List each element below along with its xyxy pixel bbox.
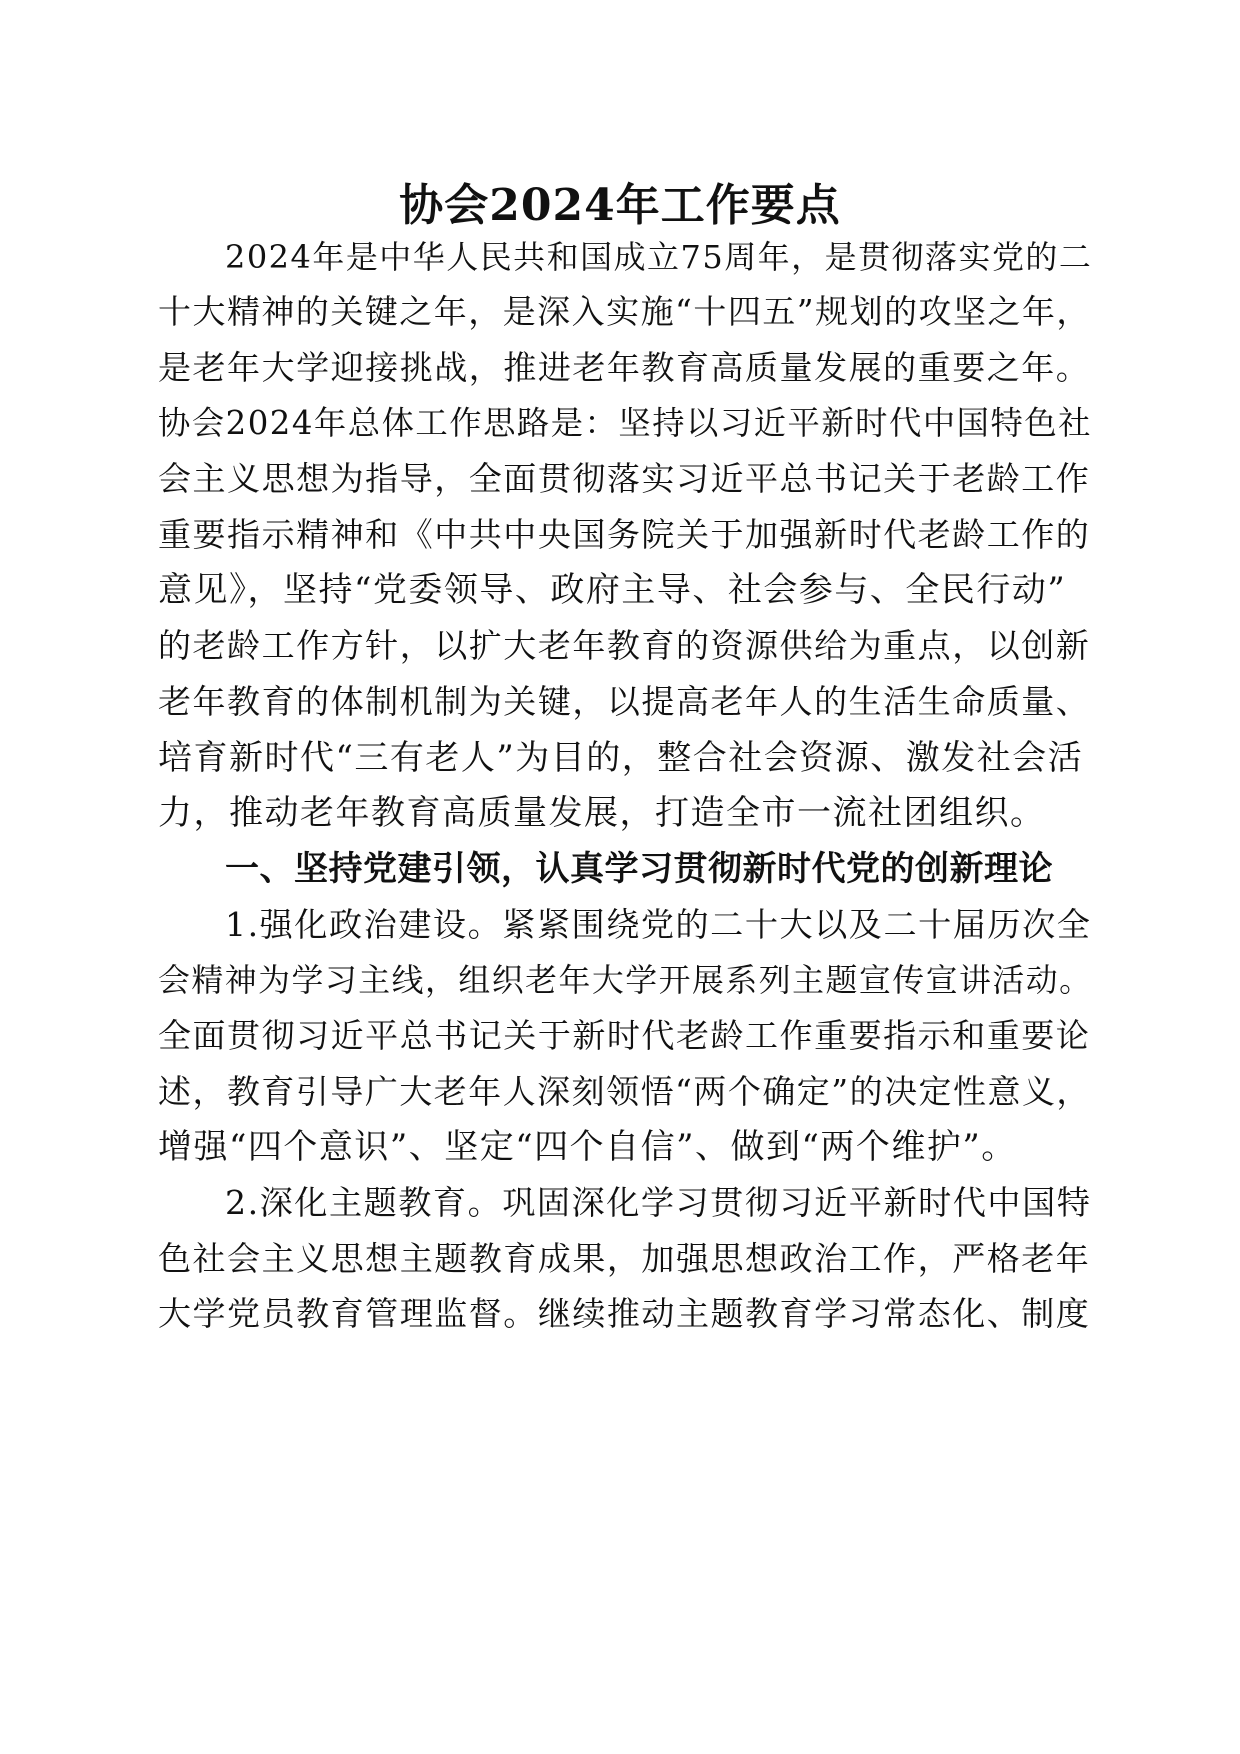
paragraph-line: 力，推动老年教育高质量发展，打造全市一流社团组织。 [158, 793, 1046, 833]
paragraph-line: 是老年大学迎接挑战，推进老年教育高质量发展的重要之年。 [158, 348, 1091, 387]
paragraph-line: 意见》，坚持“党委领导、政府主导、社会参与、全民行动” [158, 570, 1067, 610]
paragraph-line: 协会2024年总体工作思路是：坚持以习近平新时代中国特色社 [158, 404, 1092, 442]
paragraph-line: 述，教育引导广大老年人深刻领悟“两个确定”的决定性意义， [158, 1072, 1091, 1111]
paragraph-line: 老年教育的体制机制为关键，以提高老年人的生活生命质量、 [158, 682, 1091, 721]
paragraph-line: 2024年是中华人民共和国成立75周年，是贯彻落实党的二 [225, 238, 1093, 276]
paragraph-line: 培育新时代“三有老人”为目的，整合社会资源、激发社会活 [158, 738, 1084, 778]
paragraph-line: 1.强化政治建设。紧紧围绕党的二十大以及二十届历次全 [225, 905, 1092, 944]
paragraph-line: 色社会主义思想主题教育成果，加强思想政治工作，严格老年 [158, 1239, 1091, 1278]
paragraph-line: 增强“四个意识”、坚定“四个自信”、做到“两个维护”。 [158, 1127, 1017, 1167]
section-heading: 一、坚持党建引领，认真学习贯彻新时代党的创新理论 [225, 849, 1053, 889]
paragraph-line: 重要指示精神和《中共中央国务院关于加强新时代老龄工作的 [158, 515, 1091, 554]
paragraph-line: 的老龄工作方针，以扩大老年教育的资源供给为重点，以创新 [158, 626, 1091, 665]
paragraph-line: 2.深化主题教育。巩固深化学习贯彻习近平新时代中国特 [225, 1183, 1092, 1222]
paragraph-line: 十大精神的关键之年，是深入实施“十四五”规划的攻坚之年， [158, 292, 1091, 331]
paragraph-line: 会精神为学习主线，组织老年大学开展系列主题宣传宣讲活动。 [158, 961, 1093, 999]
paragraph-line: 大学党员教育管理监督。继续推动主题教育学习常态化、制度 [158, 1294, 1091, 1333]
paragraph-line: 会主义思想为指导，全面贯彻落实习近平总书记关于老龄工作 [158, 459, 1091, 498]
paragraph-line: 全面贯彻习近平总书记关于新时代老龄工作重要指示和重要论 [158, 1016, 1091, 1055]
document-title: 协会2024年工作要点 [399, 180, 841, 231]
